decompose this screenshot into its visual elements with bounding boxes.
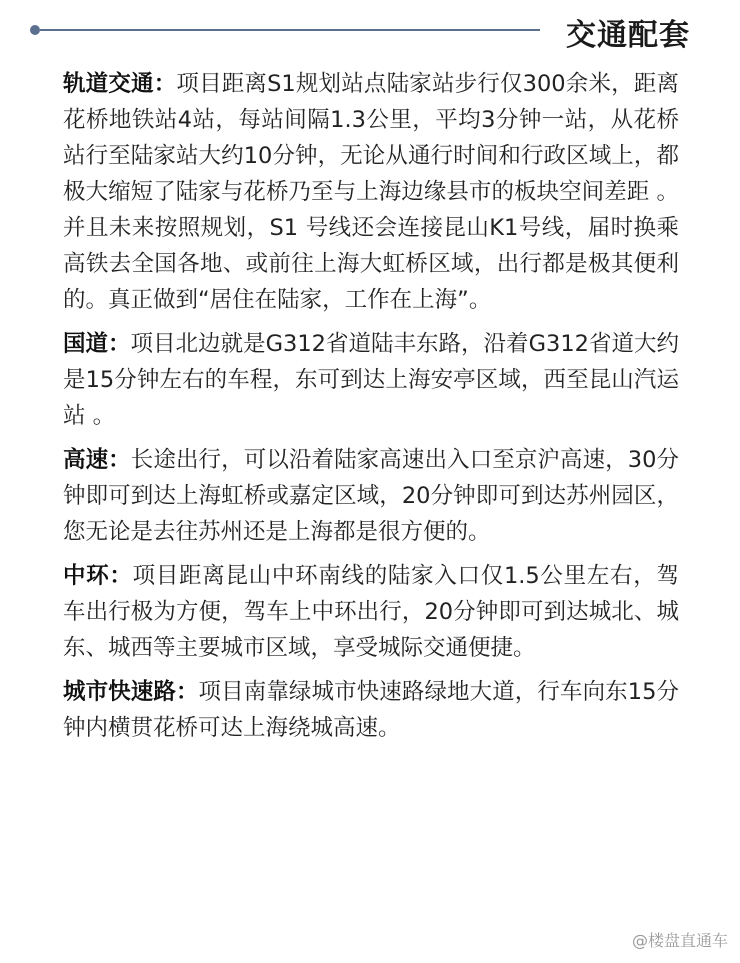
paragraph-text: 项目北边就是G312省道陆丰东路，沿着G312省道大约是15分钟左右的车程，东可到达上海安亭区域，西至昆山汽运站 。 [63,331,679,429]
paragraph-middle-ring [63,558,679,666]
paragraph-label: 城市快速路： [63,679,199,705]
paragraph-label: 高速： [63,447,131,473]
paragraph-national-road [63,326,679,434]
paragraph-text: 项目距离昆山中环南线的陆家入口仅1.5公里左右，驾车出行极为方便，驾车上中环出行，20分钟即可到达城北、城东、城西等主要城市区域，享受城际交通便捷。 [63,563,679,661]
paragraph-text: 项目南靠绿城市快速路绿地大道，行车向东15分钟内横贯花桥可达上海绕城高速。 [63,679,679,741]
paragraph-label: 国道： [63,331,131,357]
paragraph-label: 中环： [63,563,133,589]
paragraph-text: 长途出行，可以沿着陆家高速出入口至京沪高速，30分钟即可到达上海虹桥或嘉定区域，20分钟即可到达苏州园区，您无论是去往苏州还是上海都是很方便的。 [63,447,679,545]
paragraph-text: 项目距离S1规划站点陆家站步行仅300余米，距离花桥地铁站4站，每站间隔1.3公里，平均3分钟一站，从花桥站行至陆家站大约10分钟，无论从通行时间和行政区域上，都极大缩短了陆家与花桥乃至与上海边缘县市的板块空间差距 。并且未来按照规划，S1 号线还会连接昆山K1号线，届时换乘高铁去全国各地、或前往上海大虹桥区域，出行都是极其便利的。真正做到“居住在陆家，工作在上海”。 [63,71,679,313]
paragraph-label: 轨道交通： [63,71,177,97]
paragraph-city-expressway [63,674,679,746]
section-title: 交通配套 [566,18,690,53]
paragraph-rail-transit [63,66,679,318]
header-rule-line [40,29,540,31]
watermark: @楼盘直通车 [631,931,728,950]
header-dot-decoration [30,25,40,35]
paragraph-highway [63,442,679,550]
section-header [0,0,740,62]
article-body [63,66,679,754]
